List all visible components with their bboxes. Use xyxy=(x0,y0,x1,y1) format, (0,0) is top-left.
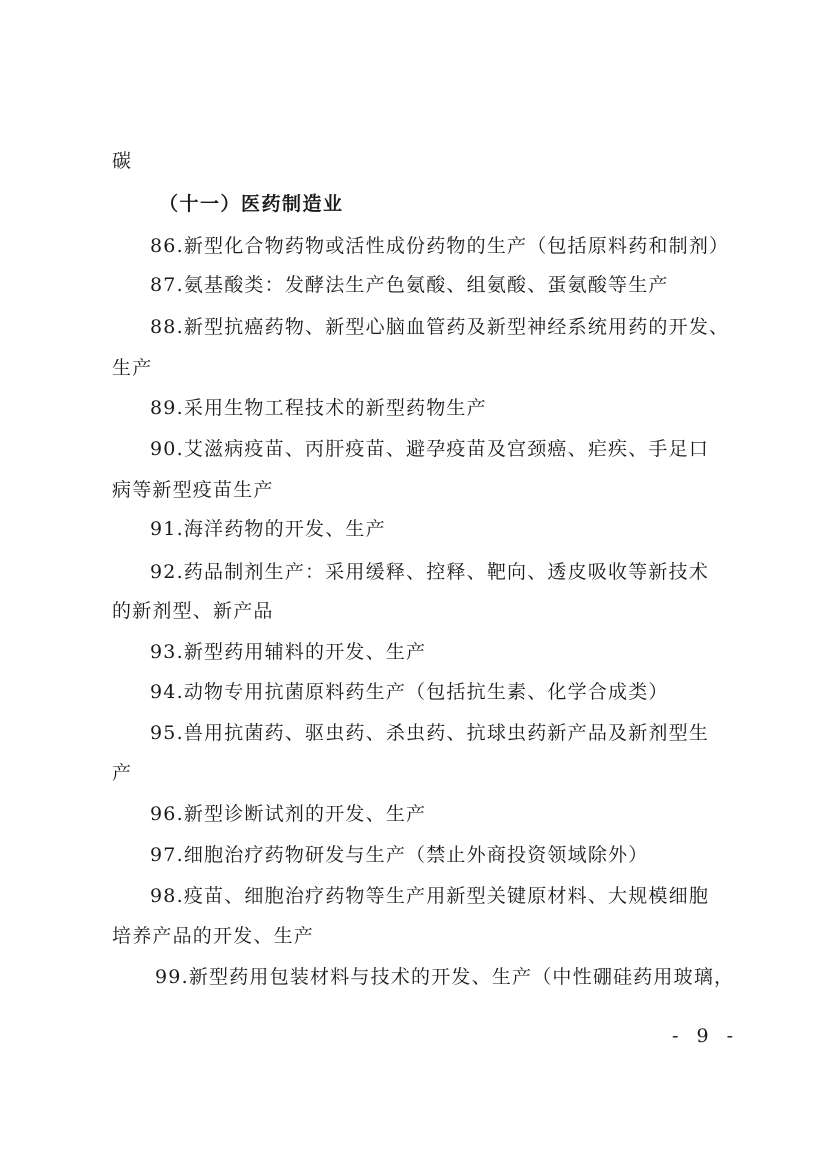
page-number: - 9 - xyxy=(672,1025,740,1047)
text-line-continuation: 碳 xyxy=(112,150,133,172)
item-88-continuation: 生产 xyxy=(112,357,153,379)
item-93: 93.新型药用辅料的开发、生产 xyxy=(150,641,427,663)
item-99: 99.新型药用包装材料与技术的开发、生产（中性硼硅药用玻璃， xyxy=(155,966,735,988)
item-96: 96.新型诊断试剂的开发、生产 xyxy=(150,803,427,825)
item-87: 87.氨基酸类：发酵法生产色氨酸、组氨酸、蛋氨酸等生产 xyxy=(150,274,669,296)
item-90-continuation: 病等新型疫苗生产 xyxy=(112,479,274,501)
item-95-continuation: 产 xyxy=(112,762,133,784)
item-92-continuation: 的新剂型、新产品 xyxy=(112,600,274,622)
item-94: 94.动物专用抗菌原料药生产（包括抗生素、化学合成类） xyxy=(150,681,669,703)
item-98-continuation: 培养产品的开发、生产 xyxy=(112,925,315,947)
item-95: 95.兽用抗菌药、驱虫药、杀虫药、抗球虫药新产品及新剂型生 xyxy=(150,722,710,744)
item-86: 86.新型化合物药物或活性成份药物的生产（包括原料药和制剂） xyxy=(150,235,730,257)
item-88: 88.新型抗癌药物、新型心脑血管药及新型神经系统用药的开发、 xyxy=(150,316,730,338)
item-90: 90.艾滋病疫苗、丙肝疫苗、避孕疫苗及宫颈癌、疟疾、手足口 xyxy=(150,438,710,460)
item-89: 89.采用生物工程技术的新型药物生产 xyxy=(150,397,487,419)
item-97: 97.细胞治疗药物研发与生产（禁止外商投资领域除外） xyxy=(150,844,649,866)
item-98: 98.疫苗、细胞治疗药物等生产用新型关键原材料、大规模细胞 xyxy=(150,885,710,907)
section-heading: （十一）医药制造业 xyxy=(159,193,344,215)
item-92: 92.药品制剂生产：采用缓释、控释、靶向、透皮吸收等新技术 xyxy=(150,561,710,583)
item-91: 91.海洋药物的开发、生产 xyxy=(150,518,386,540)
